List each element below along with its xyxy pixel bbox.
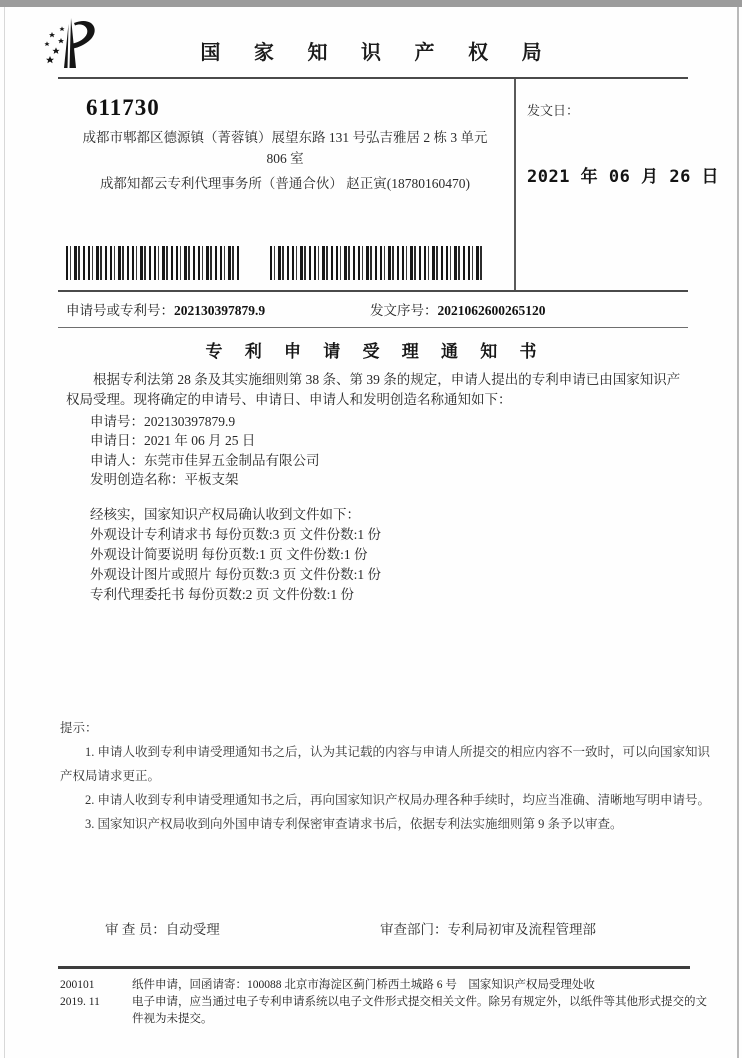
dispatch-date-label: 发文日： (527, 103, 580, 118)
document-item: 外观设计简要说明 每份页数:1 页 文件份数:1 份 (90, 546, 368, 562)
field-invention-title: 发明创造名称：平板支架 (90, 472, 239, 488)
scan-edge-top (0, 0, 742, 7)
document-item: 外观设计图片或照片 每份页数:3 页 文件份数:1 份 (90, 566, 382, 582)
tips-label: 提示： (60, 721, 98, 735)
footer-form-code: 200101 (60, 979, 95, 991)
dispatch-number-value: 2021062600265120 (437, 303, 546, 318)
document-item: 外观设计专利请求书 每份页数:3 页 文件份数:1 份 (90, 526, 382, 542)
scan-edge-left (4, 7, 5, 1058)
document-item: 专利代理委托书 每份页数:2 页 文件份数:1 份 (90, 586, 355, 602)
agency-title: 国 家 知 识 产 权 局 (200, 42, 556, 64)
recipient-address-line1: 成都市郫都区德源镇（菁蓉镇）展望东路 131 号弘吉雅居 2 栋 3 单元 (82, 130, 488, 145)
recipient-block (58, 79, 512, 194)
field-applicant: 申请人：东莞市佳昇五金制品有限公司 (90, 452, 320, 468)
field-application-date: 申请日：2021 年 06 月 25 日 (90, 433, 256, 449)
recipient-address-line2: 806 室 (266, 151, 304, 166)
footer-block (60, 977, 708, 1028)
dispatch-date-value: 2021 年 06 月 26 日 (527, 167, 720, 187)
tips-section (60, 716, 712, 836)
reference-row (66, 299, 688, 319)
application-number-value: 202130397879.9 (174, 303, 266, 318)
dispatch-number (370, 299, 546, 319)
received-documents-list (90, 525, 692, 605)
dispatch-date-box (516, 79, 720, 187)
notice-title: 专 利 申 请 受 理 通 知 书 (205, 342, 546, 361)
department-value: 专利局初审及流程管理部 (447, 922, 596, 937)
department-label: 审查部门： (380, 922, 448, 937)
barcode-right (270, 246, 482, 280)
footer-form-version: 2019. 11 (60, 996, 100, 1008)
received-documents-intro: 经核实，国家知识产权局确认收到文件如下： (90, 506, 360, 522)
footer-electronic-instruction: 电子申请，应当通过电子专利申请系统以电子文件形式提交相关文件。除另有规定外，以纸件等其他形式提交的文件视为未提交。 (132, 996, 707, 1025)
examiner (105, 918, 220, 938)
scan-edge-right (737, 7, 739, 1058)
application-number-label: 申请号或专利号： (66, 303, 174, 318)
dispatch-number-label: 发文序号： (370, 303, 438, 318)
tip-item-3: 3. 国家知识产权局收到向外国申请专利保密审查请求书后，依据专利法实施细则第 9 条予以审查。 (85, 817, 623, 831)
barcode-left (66, 246, 240, 280)
info-box-bottom-rule (58, 290, 688, 292)
footer-rule (58, 966, 690, 969)
tip-item-1: 1. 申请人收到专利申请受理通知书之后，认为其记载的内容与申请人所提交的相应内容不一致时，可以向国家知识产权局请求更正。 (60, 745, 711, 783)
patent-agency-line: 成都知都云专利代理事务所（普通合伙） 赵正寅(18780160470) (99, 176, 471, 191)
footer-paper-instruction: 纸件申请，回函请寄：100088 北京市海淀区蓟门桥西土城路 6 号 国家知识产权局受理处收 (132, 979, 595, 991)
postal-code: 611730 (86, 95, 160, 120)
examiner-value: 自动受理 (165, 922, 220, 937)
title-top-rule (58, 327, 688, 328)
notice-body (66, 370, 692, 605)
examiner-label: 审 查 员： (105, 922, 166, 937)
examining-department (380, 918, 596, 938)
field-application-number: 申请号：202130397879.9 (90, 413, 236, 429)
notice-intro-paragraph: 根据专利法第 28 条及其实施细则第 38 条、第 39 条的规定，申请人提出的专利申请已由国家知识产权局受理。现将确定的申请号、申请日、申请人和发明创造名称通知如下： (66, 372, 681, 407)
application-fields (90, 412, 692, 490)
tip-item-2: 2. 申请人收到专利申请受理通知书之后，再向国家知识产权局办理各种手续时，均应当准确、清晰地写明申请号。 (85, 793, 711, 807)
